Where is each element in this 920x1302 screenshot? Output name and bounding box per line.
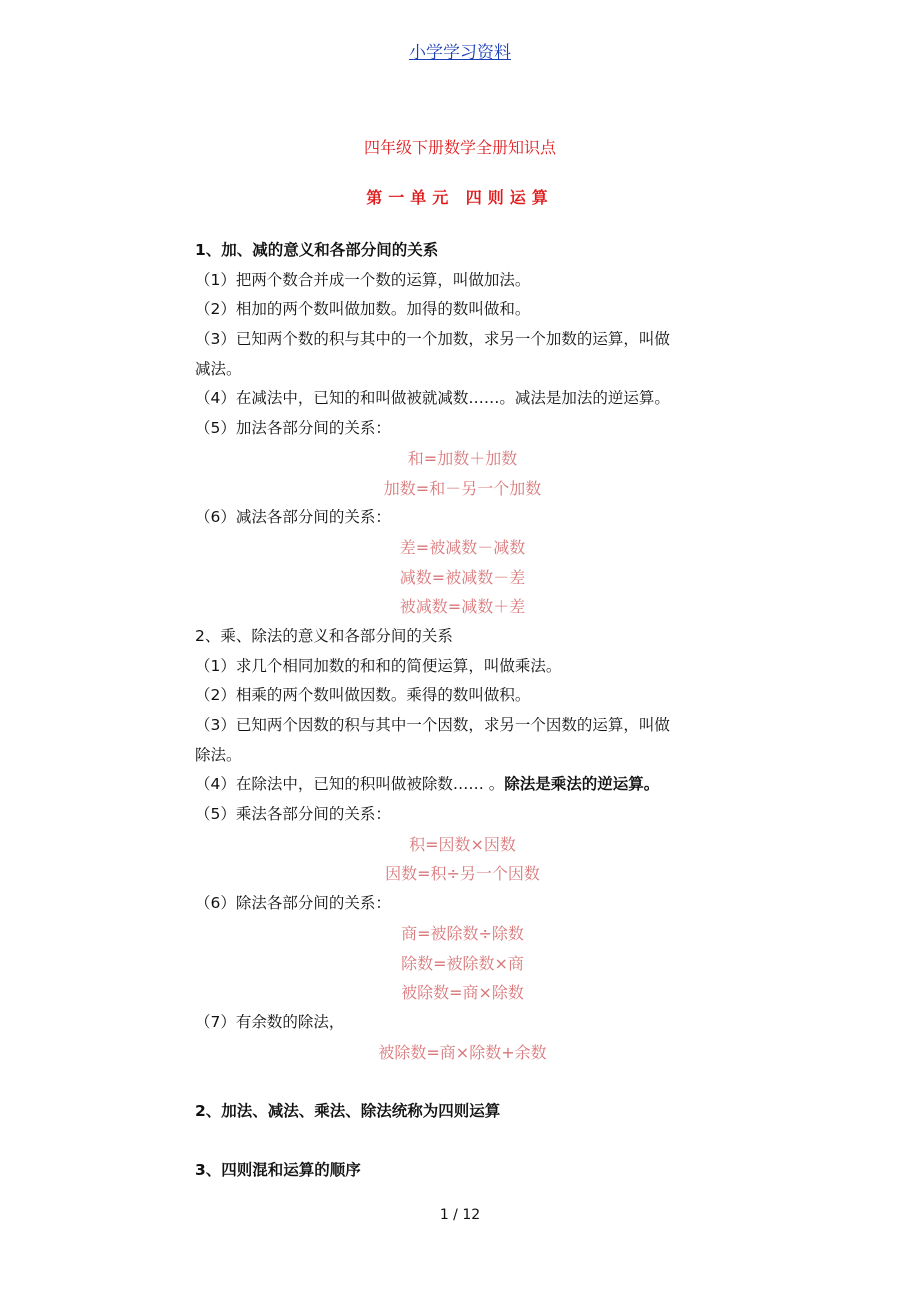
paragraph-line: （5）加法各部分间的关系： bbox=[195, 419, 391, 438]
page-header[interactable]: 小学学习资料 bbox=[409, 43, 511, 63]
paragraph-line: （4）在减法中，已知的和叫做被就减数……。减法是加法的逆运算。 bbox=[195, 389, 670, 408]
section-heading-add-sub: 1、加、减的意义和各部分间的关系 bbox=[195, 241, 439, 259]
formula-line: 因数=积÷另一个因数 bbox=[385, 864, 540, 884]
spacer bbox=[195, 1067, 730, 1097]
paragraph-line: （3）已知两个数的积与其中的一个加数，求另一个加数的运算，叫做 bbox=[195, 330, 670, 349]
paragraph-line: （3）已知两个因数的积与其中一个因数，求另一个因数的运算，叫做 bbox=[195, 716, 670, 734]
formula-line: 差=被减数－减数 bbox=[399, 537, 526, 557]
formula-line: 减数=被减数－差 bbox=[399, 567, 526, 587]
spacer bbox=[195, 1127, 730, 1157]
paragraph-text: （4）在除法中，已知的积叫做被除数…… 。 bbox=[195, 775, 505, 794]
section-heading-four-operations: 2、加法、减法、乘法、除法统称为四则运算 bbox=[195, 1101, 501, 1120]
formula-line: 被除数=商×除数 bbox=[401, 983, 524, 1003]
emphasis-text: 除法是乘法的逆运算。 bbox=[504, 775, 660, 794]
paragraph-line: 除法。 bbox=[195, 745, 242, 764]
paragraph-line bbox=[195, 770, 730, 800]
paragraph-line: 减法。 bbox=[195, 359, 242, 378]
formula-line: 商=被除数÷除数 bbox=[401, 923, 524, 943]
document-body bbox=[195, 236, 730, 1186]
formula-line: 加数=和－另一个加数 bbox=[383, 478, 542, 498]
section-heading-mul-div: 2、乘、除法的意义和各部分间的关系 bbox=[195, 626, 453, 645]
paragraph-line: （7）有余数的除法， bbox=[195, 1012, 345, 1031]
formula-line: 和=加数＋加数 bbox=[407, 448, 518, 468]
paragraph-line: （1）求几个相同加数的和和的简便运算，叫做乘法。 bbox=[195, 656, 562, 675]
formula-line: 被除数=商×除数+余数 bbox=[378, 1042, 547, 1062]
paragraph-line: （2）相乘的两个数叫做因数。乘得的数叫做积。 bbox=[195, 686, 531, 705]
paragraph-line: （6）除法各部分间的关系： bbox=[195, 894, 391, 913]
formula-line: 积=因数×因数 bbox=[409, 834, 516, 854]
paragraph-line: （2）相加的两个数叫做加数。加得的数叫做和。 bbox=[195, 300, 531, 319]
formula-line: 被减数=减数＋差 bbox=[399, 597, 526, 617]
paragraph-line: （6）减法各部分间的关系： bbox=[195, 508, 391, 527]
unit-title: 第一单元 四则运算 bbox=[366, 188, 554, 207]
document-title: 四年级下册数学全册知识点 bbox=[363, 138, 556, 157]
page-number: 1 / 12 bbox=[439, 1207, 481, 1223]
paragraph-line: （5）乘法各部分间的关系： bbox=[195, 805, 391, 824]
paragraph-line: （1）把两个数合并成一个数的运算，叫做加法。 bbox=[195, 270, 531, 289]
formula-line: 除数=被除数×商 bbox=[401, 953, 524, 973]
section-heading-operation-order: 3、四则混和运算的顺序 bbox=[195, 1161, 361, 1180]
